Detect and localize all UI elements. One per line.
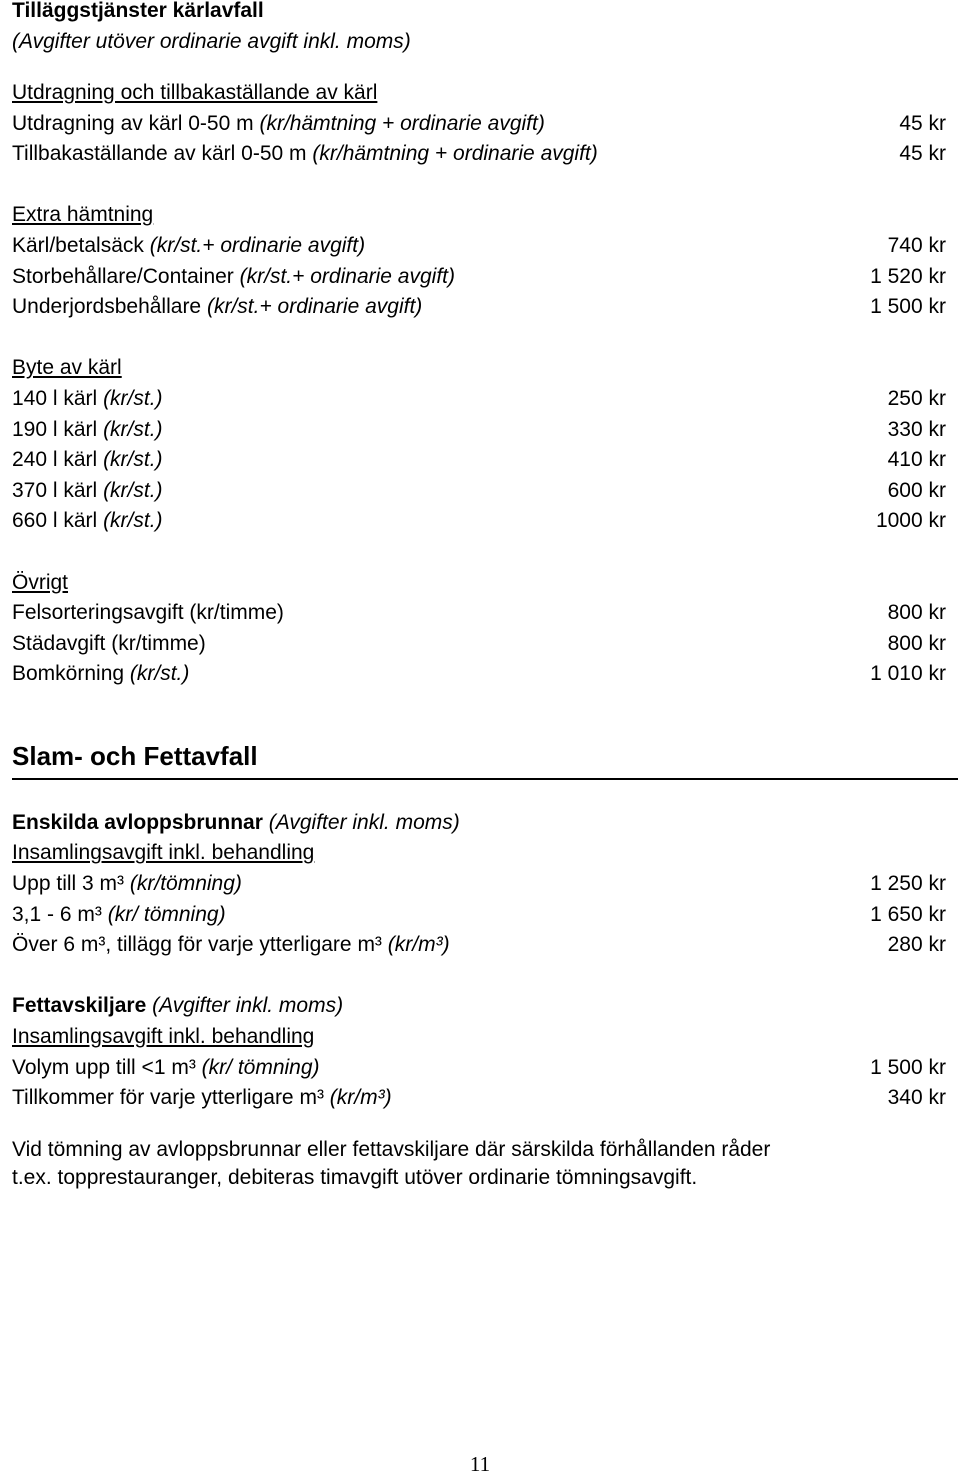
fee-unit: (kr/st.) xyxy=(103,509,163,533)
fee-label: Volym upp till <1 m³ xyxy=(12,1055,196,1079)
page-subtitle: (Avgifter utöver ordinarie avgift inkl. moms) xyxy=(12,30,411,53)
fee-unit: (kr/st.+ ordinarie avgift) xyxy=(149,233,366,257)
fee-row xyxy=(12,139,946,170)
fee-amount: 800 kr xyxy=(887,631,946,655)
fee-amount: 1 500 kr xyxy=(870,295,946,319)
fee-label: Underjordsbehållare xyxy=(12,295,202,319)
section-heading-extra: Extra hämtning xyxy=(12,203,154,227)
fee-unit: (kr/timme) xyxy=(189,601,284,625)
section-heading-ovrigt: Övrigt xyxy=(12,570,69,594)
fee-row xyxy=(12,415,946,446)
fee-row xyxy=(12,262,946,293)
fee-unit: (kr/st.+ ordinarie avgift) xyxy=(239,264,455,288)
fee-row xyxy=(12,476,946,507)
fee-label: Storbehållare/Container xyxy=(12,264,234,288)
page-number: 11 xyxy=(469,1452,491,1476)
fee-unit: (kr/st.) xyxy=(129,662,190,686)
subsection-sub: Insamlingsavgift inkl. behandling xyxy=(12,841,315,865)
fee-label: 140 l kärl xyxy=(12,386,98,410)
fee-label: Bomkörning xyxy=(12,662,125,686)
fee-row xyxy=(12,1083,946,1114)
fee-amount: 340 kr xyxy=(887,1086,946,1110)
fee-unit: (kr/st.) xyxy=(103,386,163,410)
page-title: Tilläggstjänster kärlavfall xyxy=(12,0,264,22)
fee-unit: (kr/timme) xyxy=(111,631,206,655)
fee-label: 240 l kärl xyxy=(12,448,98,472)
fee-amount: 1 250 kr xyxy=(870,872,946,896)
fee-label: Utdragning av kärl 0-50 m xyxy=(12,111,254,135)
fee-unit: (kr/hämtning + ordinarie avgift) xyxy=(312,142,598,166)
fee-label: Över 6 m³, tillägg för varje ytterligare m³ xyxy=(12,933,382,957)
fee-amount: 1 500 kr xyxy=(870,1055,946,1079)
fee-row xyxy=(12,629,946,660)
fee-unit: (kr/tömning) xyxy=(129,872,242,896)
fee-amount: 1 520 kr xyxy=(870,264,946,288)
fee-label: Tillbakaställande av kärl 0-50 m xyxy=(12,142,307,166)
subsection-heading-fett: Fettavskiljare (Avgifter inkl. moms) xyxy=(12,994,344,1018)
fee-unit: (kr/st.) xyxy=(103,417,163,441)
fee-unit: (kr/m³) xyxy=(329,1086,392,1110)
fee-label: Kärl/betalsäck xyxy=(12,233,144,257)
fee-row xyxy=(12,231,946,262)
fee-row xyxy=(12,869,946,900)
section-title-slam: Slam- och Fettavfall xyxy=(12,740,258,771)
fee-amount: 280 kr xyxy=(887,933,946,957)
fee-row xyxy=(12,506,946,537)
fee-amount: 330 kr xyxy=(887,417,946,441)
fee-amount: 740 kr xyxy=(887,233,946,257)
fee-amount: 1000 kr xyxy=(875,509,946,533)
fee-row xyxy=(12,659,946,690)
fee-row xyxy=(12,109,946,140)
fee-amount: 250 kr xyxy=(887,386,946,410)
fee-row xyxy=(12,930,946,961)
fee-unit: (kr/ tömning) xyxy=(107,902,226,926)
fee-unit: (kr/hämtning + ordinarie avgift) xyxy=(259,111,545,135)
fee-label: 660 l kärl xyxy=(12,509,98,533)
fee-amount: 1 010 kr xyxy=(870,662,946,686)
fee-unit: (kr/st.) xyxy=(103,448,163,472)
subsection-sub: Insamlingsavgift inkl. behandling xyxy=(12,1025,315,1049)
fee-amount: 45 kr xyxy=(899,111,946,135)
fee-row xyxy=(12,445,946,476)
fee-amount: 800 kr xyxy=(887,601,946,625)
document-page xyxy=(12,0,946,1193)
fee-amount: 45 kr xyxy=(899,142,946,166)
section-heading-byte: Byte av kärl xyxy=(12,356,122,380)
fee-amount: 600 kr xyxy=(887,478,946,502)
fee-row xyxy=(12,384,946,415)
fee-unit: (kr/ tömning) xyxy=(201,1055,320,1079)
fee-amount: 1 650 kr xyxy=(870,902,946,926)
fee-label: Tillkommer för varje ytterligare m³ xyxy=(12,1086,324,1110)
fee-label: 3,1 - 6 m³ xyxy=(12,902,102,926)
fee-row xyxy=(12,900,946,931)
fee-amount: 410 kr xyxy=(887,448,946,472)
fee-label: 190 l kärl xyxy=(12,417,98,441)
fee-row xyxy=(12,598,946,629)
note-paragraph: Vid tömning av avloppsbrunnar eller fettavskiljare där särskilda förhållanden råder t.ex. topprestauranger, debiteras timavgift utöver ordinarie tömningsavgift. xyxy=(12,1137,771,1190)
fee-row xyxy=(12,1053,946,1084)
fee-label: 370 l kärl xyxy=(12,478,98,502)
fee-label: Upp till 3 m³ xyxy=(12,872,125,896)
fee-unit: (kr/m³) xyxy=(387,933,450,957)
subsection-heading-enskilda: Enskilda avloppsbrunnar (Avgifter inkl. moms) xyxy=(12,810,460,834)
fee-label: Städavgift xyxy=(12,631,106,655)
fee-row xyxy=(12,292,946,323)
fee-unit: (kr/st.) xyxy=(103,478,163,502)
fee-unit: (kr/st.+ ordinarie avgift) xyxy=(206,295,423,319)
section-heading-utdragning: Utdragning och tillbakaställande av kärl xyxy=(12,81,378,104)
fee-label: Felsorteringsavgift xyxy=(12,601,184,625)
